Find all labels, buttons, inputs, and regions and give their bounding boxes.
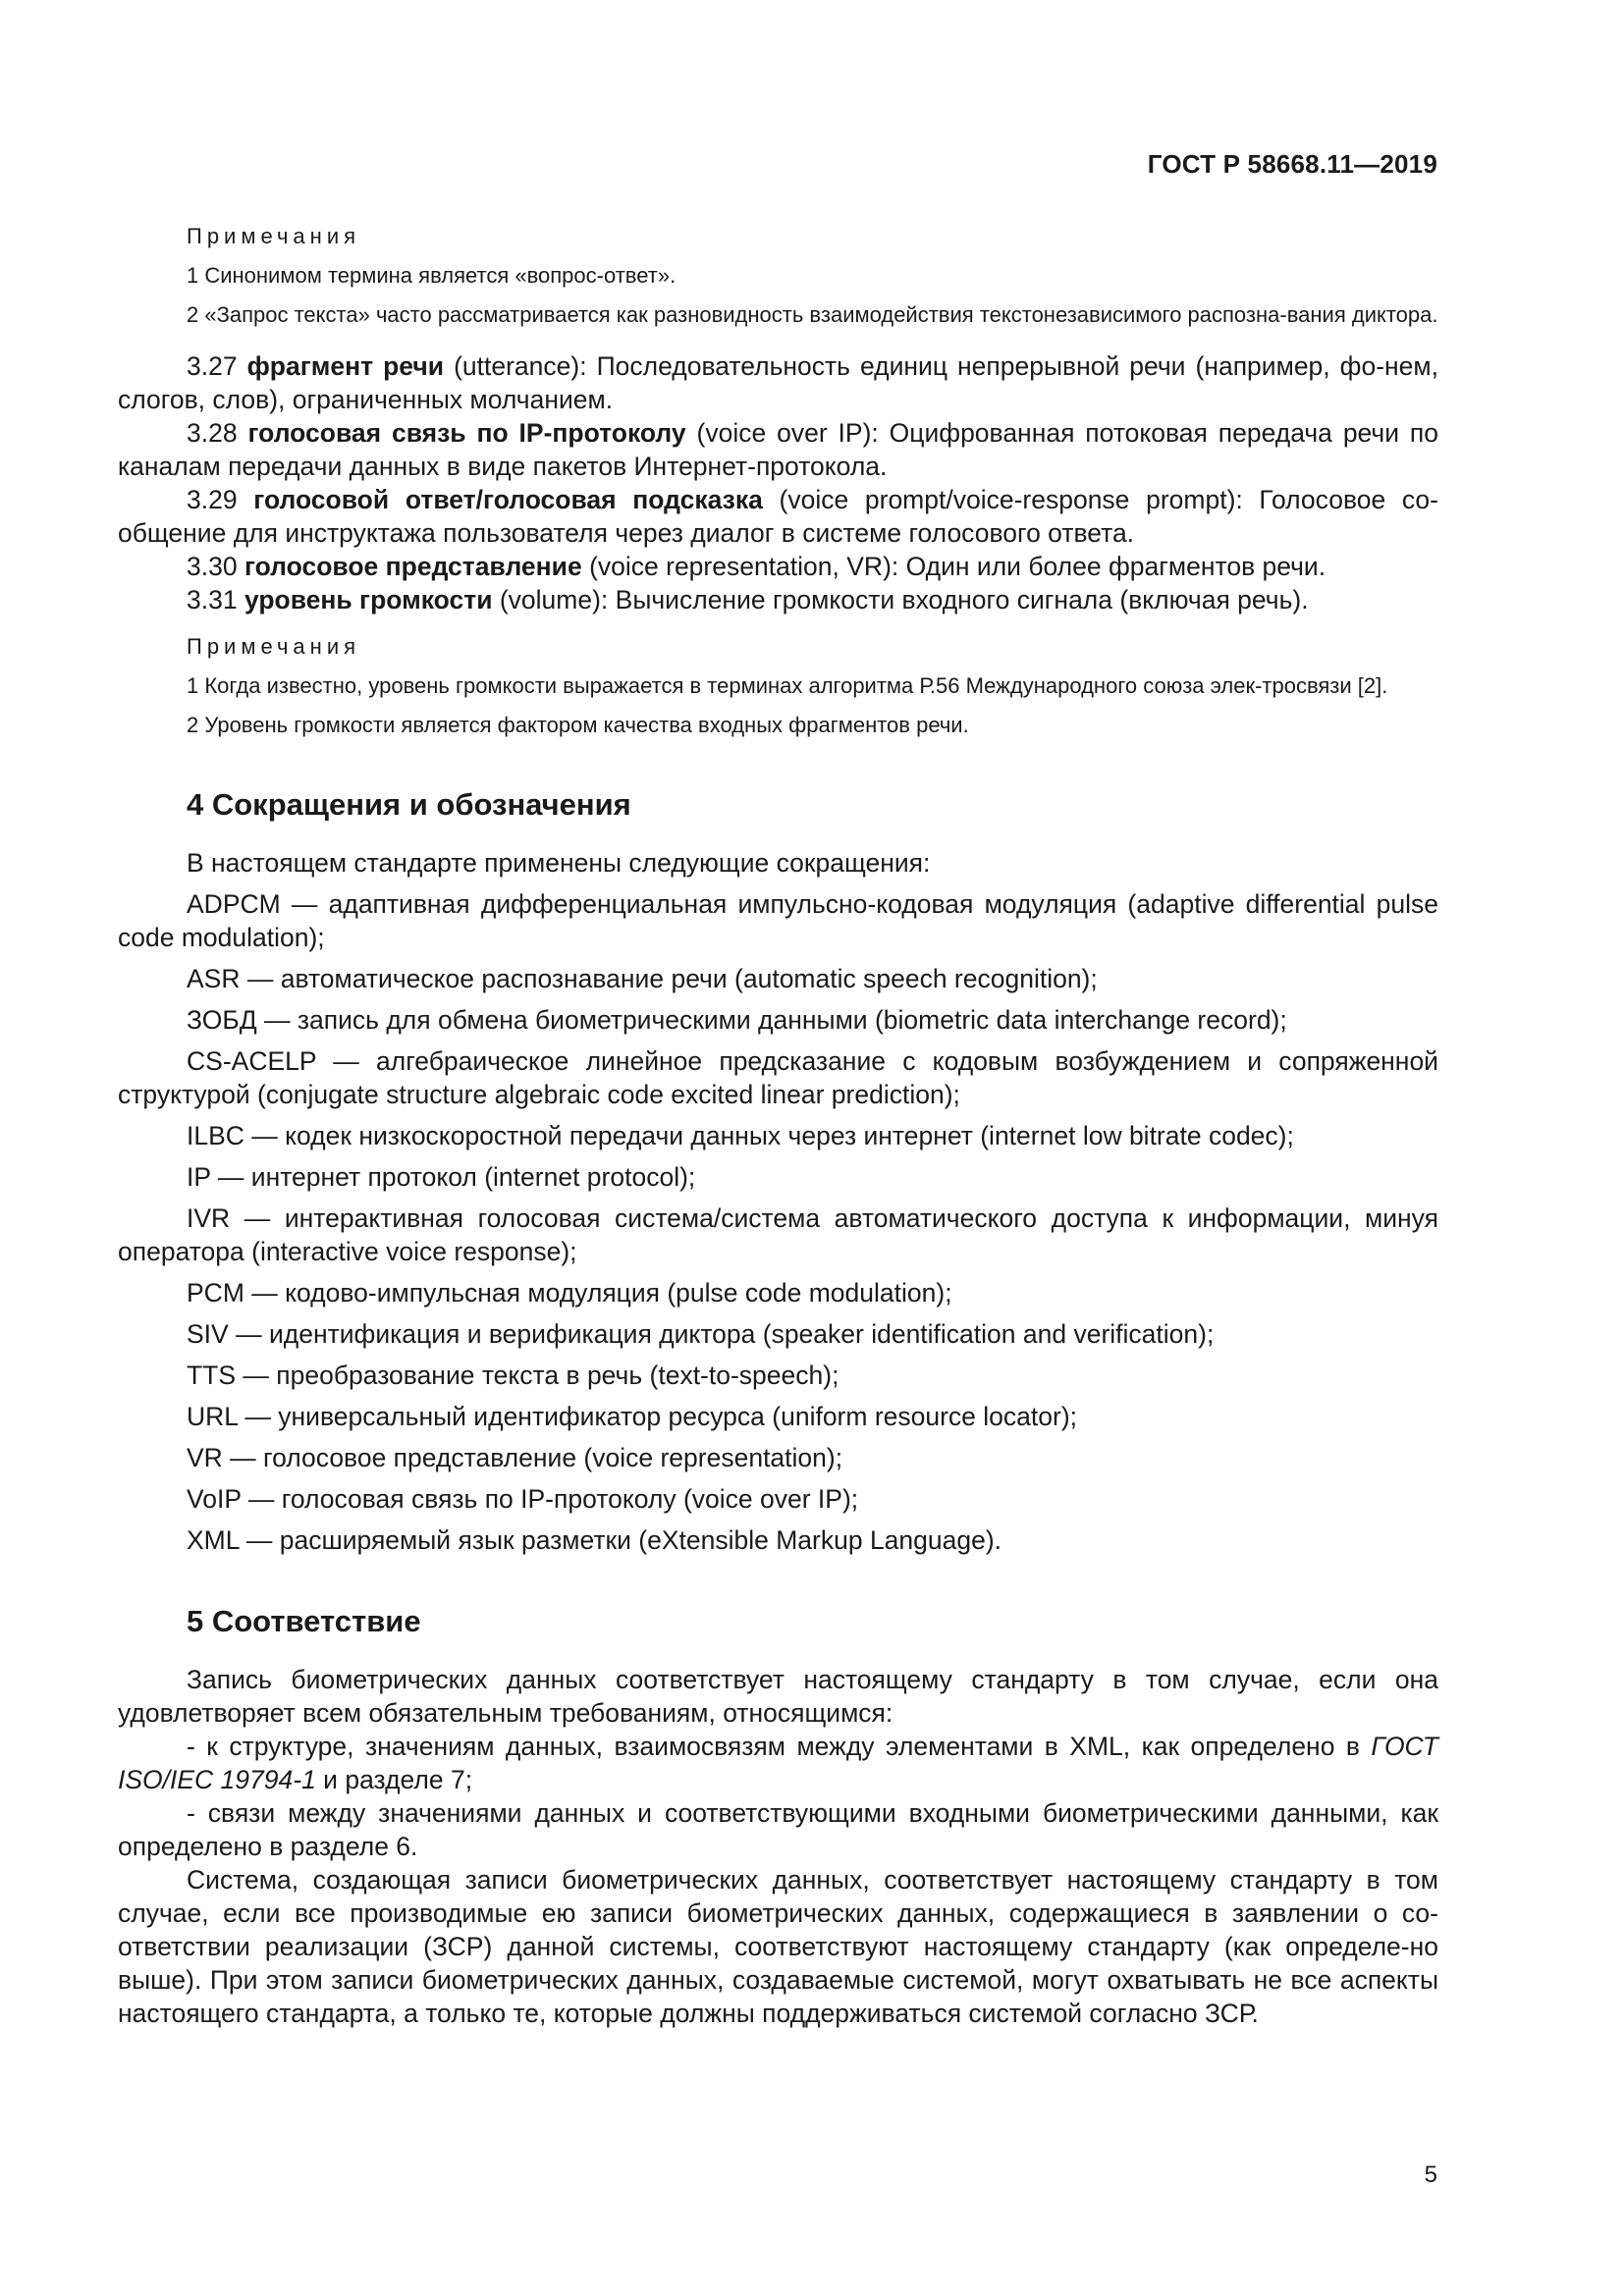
term-number: 3.29 — [187, 485, 238, 514]
note-item: 1 Когда известно, уровень громкости выражается в терминах алгоритма Р.56 Международного союза элек-тросвязи [2]. — [187, 673, 1388, 698]
abbreviation-item: ADPCM — адаптивная дифференциальная импульсно-кодовая модуляция (adaptive differential pulse code modulation); — [118, 889, 1438, 952]
section-5-paragraph: Запись биометрических данных соответствует настоящему стандарту в том случае, если она удовлетворяет всем обязательным требованиям, относящимся: — [118, 1665, 1438, 1728]
section-4-intro: В настоящем стандарте применены следующие сокращения: — [187, 848, 931, 878]
section-5-paragraph: Система, создающая записи биометрических данных, соответствует настоящему стандарту в том случае, если все производимые ею записи биометрических данных, содержащиеся в заявлении о со-ответствии реализации (ЗСР) данной системы, соответствуют настоящему стандарту (как определе-но выше). При этом записи биометрических данных, создаваемые системой, могут охватывать не все аспекты настоящего стандарта, а только те, которые должны поддерживаться системой согласно ЗСР. — [118, 1865, 1438, 2028]
abbreviation-item: CS-ACELP — алгебраическое линейное предсказание с кодовым возбуждением и сопряженной структурой (conjugate structure algebraic code excited linear prediction); — [118, 1046, 1438, 1109]
abbreviation-item: ЗОБД — запись для обмена биометрическими данными (biometric data interchange record); — [187, 1005, 1287, 1035]
note-item: 1 Синонимом термина является «вопрос-ответ». — [187, 263, 677, 288]
term-number: 3.27 — [187, 351, 238, 381]
term-number: 3.31 — [187, 585, 238, 614]
abbreviation-item: VoIP — голосовая связь по IP-протоколу (voice over IP); — [187, 1484, 859, 1514]
page-content — [118, 224, 1438, 2030]
abbreviation-item: IP — интернет протокол (internet protocol); — [187, 1162, 696, 1192]
term-definition: (voice representation, VR): Один или более фрагментов речи. — [581, 552, 1326, 581]
term-definition: (voice over IP): Оцифрованная потоковая передача речи по каналам передачи данных в виде пакетов Интернет-протокола. — [118, 418, 1439, 481]
term-definition: (utterance): Последовательность единиц непрерывной речи (например, фо-нем, слогов, слов), ограниченных молчанием. — [118, 351, 1438, 414]
abbreviation-item: VR — голосовое представление (voice representation); — [187, 1443, 843, 1472]
term-name: фрагмент речи — [246, 351, 445, 381]
section-5-heading: 5 Соответствие — [187, 1604, 421, 1638]
abbreviation-item: IVR — интерактивная голосовая система/система автоматического доступа к информации, минуя оператора (interactive voice response); — [118, 1203, 1438, 1266]
section-5-bullet — [118, 1730, 1438, 1796]
bullet-text: и разделе 7; — [315, 1765, 473, 1794]
standard-header: ГОСТ Р 58668.11—2019 — [1147, 149, 1437, 179]
term-number: 3.30 — [187, 552, 238, 581]
term-entry-3-27 — [118, 349, 1438, 416]
abbreviation-item: ILBC — кодек низкоскоростной передачи данных через интернет (internet low bitrate codec); — [187, 1121, 1294, 1150]
term-name: голосовой ответ/голосовая подсказка — [253, 485, 763, 514]
note-item: 2 «Запрос текста» часто рассматривается как разновидность взаимодействия текстонезависимого распозна-вания диктора. — [187, 302, 1438, 327]
section-5-bullet: - связи между значениями данных и соответствующими входными биометрическими данными, как определено в разделе 6. — [118, 1798, 1438, 1861]
note-item: 2 Уровень громкости является фактором качества входных фрагментов речи. — [187, 713, 969, 737]
page-number: 5 — [1424, 2162, 1437, 2188]
term-number: 3.28 — [187, 418, 238, 448]
abbreviation-item: TTS — преобразование текста в речь (text-to-speech); — [187, 1361, 839, 1390]
abbreviation-item: ASR — автоматическое распознавание речи (automatic speech recognition); — [187, 964, 1098, 993]
term-name: голосовая связь по IP-протоколу — [247, 418, 686, 448]
term-entry-3-28 — [118, 416, 1438, 483]
term-definition: (volume): Вычисление громкости входного сигнала (включая речь). — [492, 585, 1309, 614]
abbreviation-item: PCM — кодово-импульсная модуляция (pulse code modulation); — [187, 1278, 952, 1308]
notes-title: Примечания — [187, 224, 361, 248]
section-4-heading: 4 Сокращения и обозначения — [187, 787, 631, 822]
abbreviation-item: SIV — идентификация и верификация диктора (speaker identification and verification); — [187, 1319, 1215, 1349]
standard-reference: ГОСТ ISO/IEC 19794-1 — [118, 1732, 1438, 1794]
term-entry-3-31 — [118, 583, 1438, 616]
notes-title: Примечания — [187, 634, 361, 659]
abbreviation-item: XML — расширяемый язык разметки (eXtensible Markup Language). — [187, 1525, 1002, 1555]
abbreviation-item: URL — универсальный идентификатор ресурса (uniform resource locator); — [187, 1402, 1078, 1431]
term-entry-3-30 — [118, 550, 1438, 583]
term-entry-3-29 — [118, 483, 1438, 550]
bullet-text: - к структуре, значениям данных, взаимосвязям между элементами в XML, как определено в — [187, 1732, 1372, 1761]
term-name: уровень громкости — [244, 585, 493, 614]
term-name: голосовое представление — [244, 552, 582, 581]
term-definition: (voice prompt/voice-response prompt): Голосовое со-общение для инструктажа пользователя через диалог в системе голосового ответа. — [118, 485, 1438, 548]
